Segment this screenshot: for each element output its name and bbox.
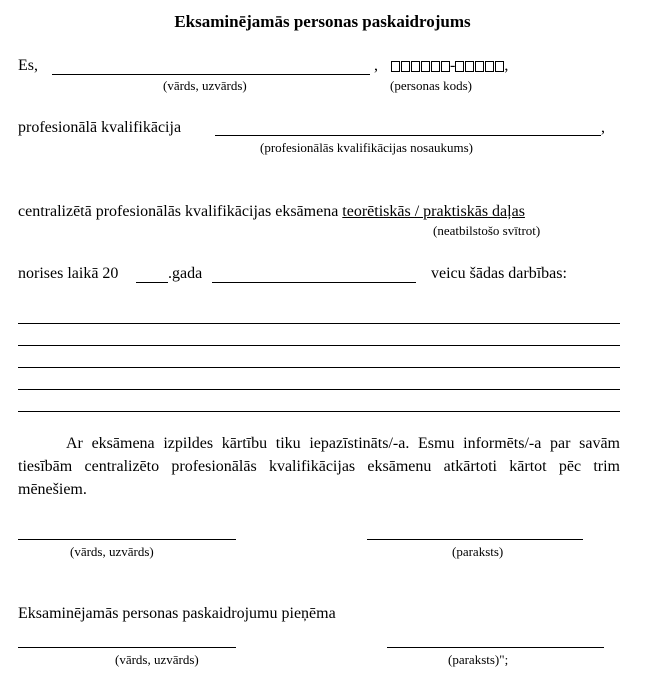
acceptor-name-line[interactable]: [18, 647, 236, 648]
action-line-2[interactable]: [18, 345, 620, 346]
exam-text-main: centralizētā profesionālās kvalifikācijas eksāmena: [18, 203, 339, 220]
strike-caption: (neatbilstošo svītrot): [433, 223, 541, 238]
qualification-label: profesionālā kvalifikācija: [18, 119, 182, 136]
accepted-by-label: Eksaminējamās personas paskaidrojumu pieņēma: [18, 605, 336, 622]
acknowledgement-paragraph: [18, 432, 620, 501]
name-caption: (vārds, uzvārds): [163, 78, 247, 93]
name-field-line[interactable]: [52, 74, 370, 75]
date-field-line[interactable]: [212, 282, 416, 283]
code-dash: -: [450, 57, 456, 74]
personal-code-field[interactable]: [391, 57, 508, 75]
year-field-line[interactable]: [136, 282, 168, 283]
signer-name-caption: (vārds, uzvārds): [70, 544, 154, 559]
action-line-4[interactable]: [18, 389, 620, 390]
document-title: Eksaminējamās personas paskaidrojums: [174, 12, 471, 31]
exam-text: [18, 203, 525, 221]
acknowledgement-text: Ar eksāmena izpildes kārtību tiku iepazīstināts/-a. Esmu informēts/-a par savām tiesībām centralizēto profesionālās kvalifikācijas eksāmenu atkārtoti kārtot pēc trim mēnešiem.: [18, 435, 620, 498]
qualification-field-line[interactable]: [215, 135, 601, 136]
signer-signature-caption: (paraksts): [452, 544, 504, 559]
action-line-5[interactable]: [18, 411, 620, 412]
actions-label: veicu šādas darbības:: [431, 265, 567, 282]
es-label: Es,: [18, 57, 38, 74]
comma-separator: ,: [374, 57, 378, 74]
code-end-comma: ,: [504, 57, 509, 74]
code-boxes-part2: [455, 61, 504, 72]
personal-code-caption: (personas kods): [390, 78, 472, 93]
acceptor-signature-line[interactable]: [387, 647, 604, 648]
signer-name-line[interactable]: [18, 539, 236, 540]
gada-label: .gada: [168, 265, 203, 282]
signer-signature-line[interactable]: [367, 539, 583, 540]
exam-part-options[interactable]: teorētiskās / praktiskās daļas: [342, 203, 525, 220]
qualification-end-comma: ,: [601, 119, 605, 136]
code-boxes-part1: [391, 61, 450, 72]
acceptor-name-caption: (vārds, uzvārds): [115, 652, 199, 667]
qualification-caption: (profesionālās kvalifikācijas nosaukums): [260, 140, 473, 155]
date-label: norises laikā 20: [18, 265, 119, 282]
action-line-1[interactable]: [18, 323, 620, 324]
action-line-3[interactable]: [18, 367, 620, 368]
acceptor-signature-caption: (paraksts)";: [448, 652, 509, 667]
